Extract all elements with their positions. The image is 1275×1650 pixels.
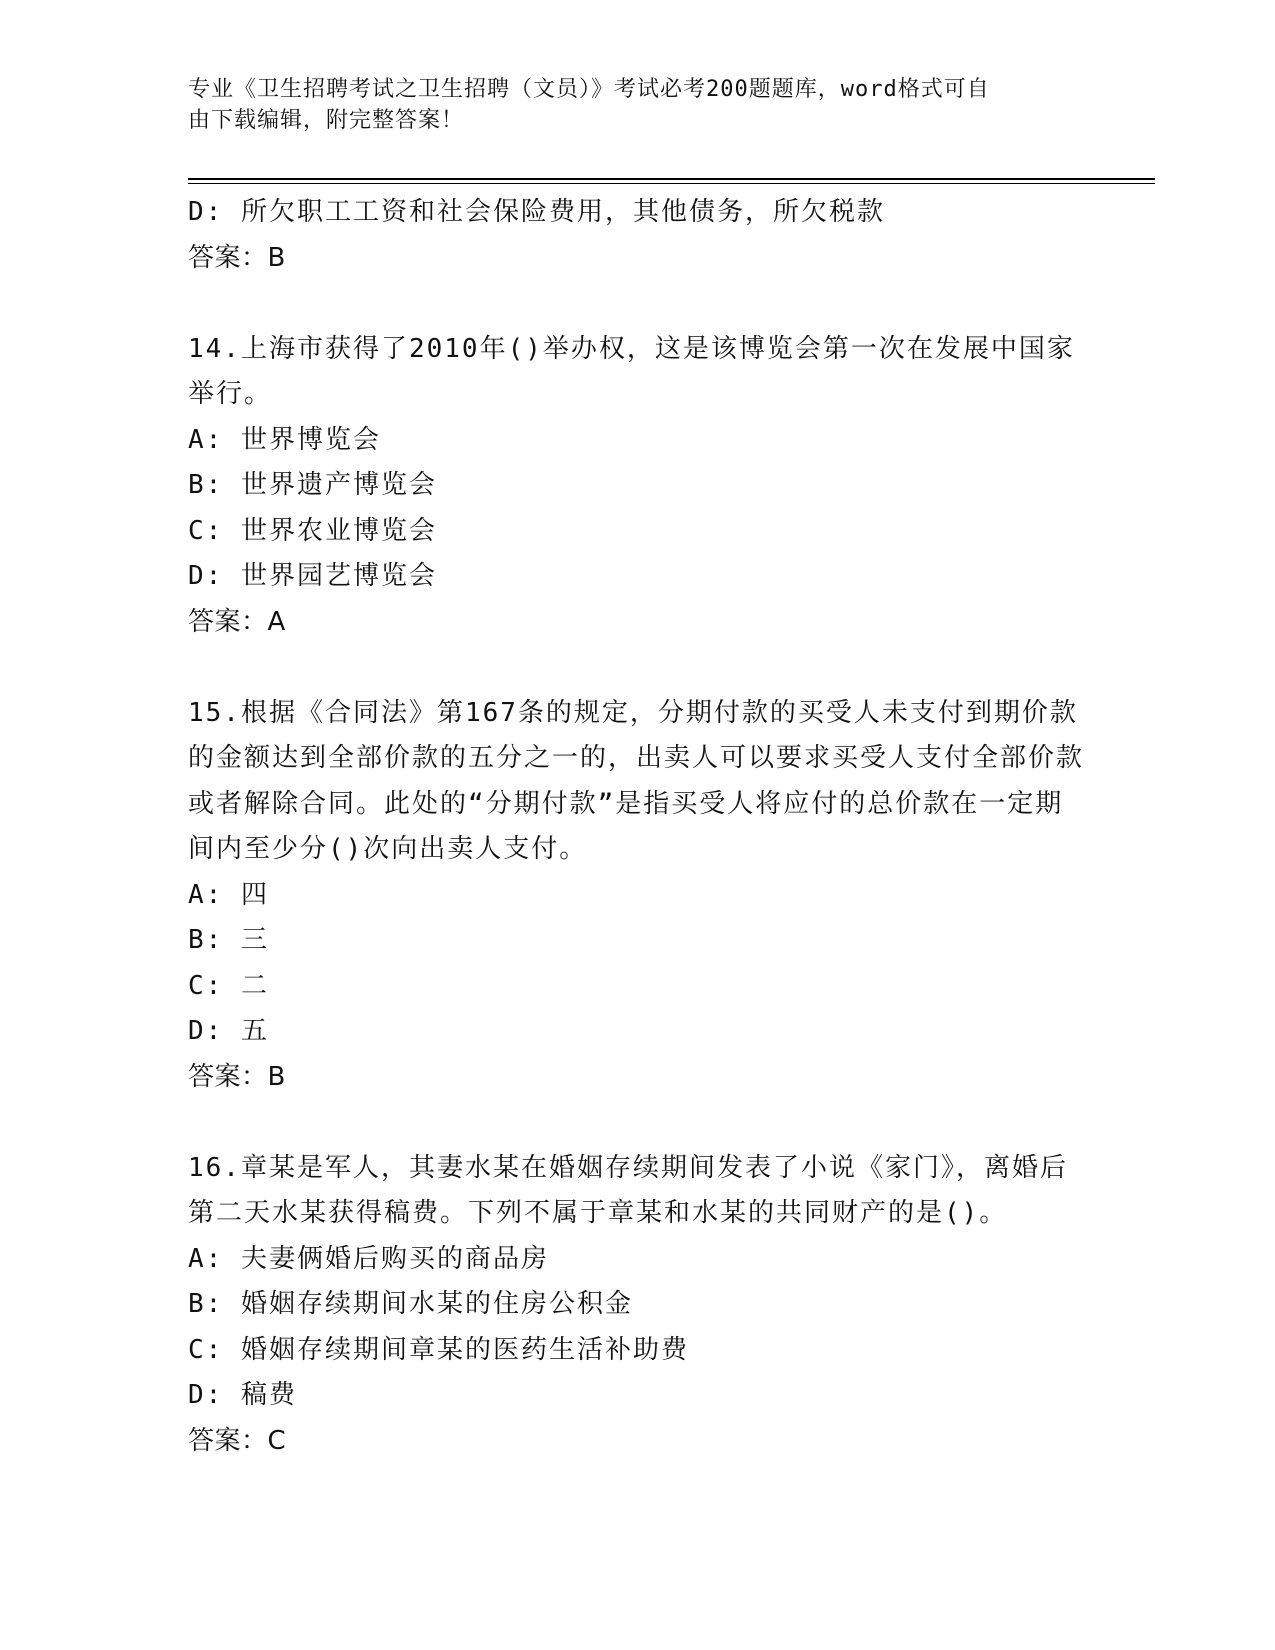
answer-line: 答案：B xyxy=(188,1061,286,1092)
option-a: A: 世界博览会 xyxy=(188,424,381,455)
spacer xyxy=(188,281,1088,327)
header-line-2: 由下载编辑，附完整答案！ xyxy=(188,108,465,133)
question-14 xyxy=(188,327,1088,646)
option-d: D: 所欠职工工资和社会保险费用，其他债务，所欠税款 xyxy=(188,197,885,227)
option-a: A: 四 xyxy=(188,879,269,910)
option-b: B: 世界遗产博览会 xyxy=(188,470,437,500)
question-text: 15.根据《合同法》第167条的规定，分期付款的买受人未支付到期价款的金额达到全部价款的五分之一的，出卖人可以要求买受人支付全部价款或者解除合同。此处的“分期付款”是指买受人将应付的总价款在一定期间内至少分()次向出卖人支付。 xyxy=(188,697,1085,864)
spacer xyxy=(188,1100,1088,1146)
question-15 xyxy=(188,691,1088,1101)
option-d: D: 五 xyxy=(188,1016,269,1046)
option-d: D: 稿费 xyxy=(188,1380,297,1410)
option-c: C: 世界农业博览会 xyxy=(188,515,437,546)
answer-line: 答案：A xyxy=(188,606,286,637)
option-b: B: 三 xyxy=(188,925,269,955)
answer-line: 答案：B xyxy=(188,242,286,273)
header-divider-thin xyxy=(188,183,1155,184)
document-header xyxy=(188,74,1068,136)
header-divider-thick xyxy=(188,178,1155,180)
option-a: A: 夫妻俩婚后购买的商品房 xyxy=(188,1243,549,1274)
header-line-1: 专业《卫生招聘考试之卫生招聘（文员）》考试必考200题题库，word格式可自 xyxy=(188,77,990,102)
option-d: D: 世界园艺博览会 xyxy=(188,561,437,591)
question-text: 14.上海市获得了2010年()举办权，这是该博览会第一次在发展中国家举行。 xyxy=(188,333,1075,409)
question-text: 16.章某是军人，其妻水某在婚姻存续期间发表了小说《家门》，离婚后第二天水某获得稿费。下列不属于章某和水某的共同财产的是()。 xyxy=(188,1152,1068,1228)
option-c: C: 二 xyxy=(188,970,269,1001)
document-body xyxy=(188,190,1088,1464)
answer-line: 答案：C xyxy=(188,1425,287,1456)
question-16 xyxy=(188,1146,1088,1465)
previous-question-fragment xyxy=(188,190,1088,281)
option-c: C: 婚姻存续期间章某的医药生活补助费 xyxy=(188,1334,689,1365)
spacer xyxy=(188,645,1088,691)
option-b: B: 婚姻存续期间水某的住房公积金 xyxy=(188,1289,633,1319)
